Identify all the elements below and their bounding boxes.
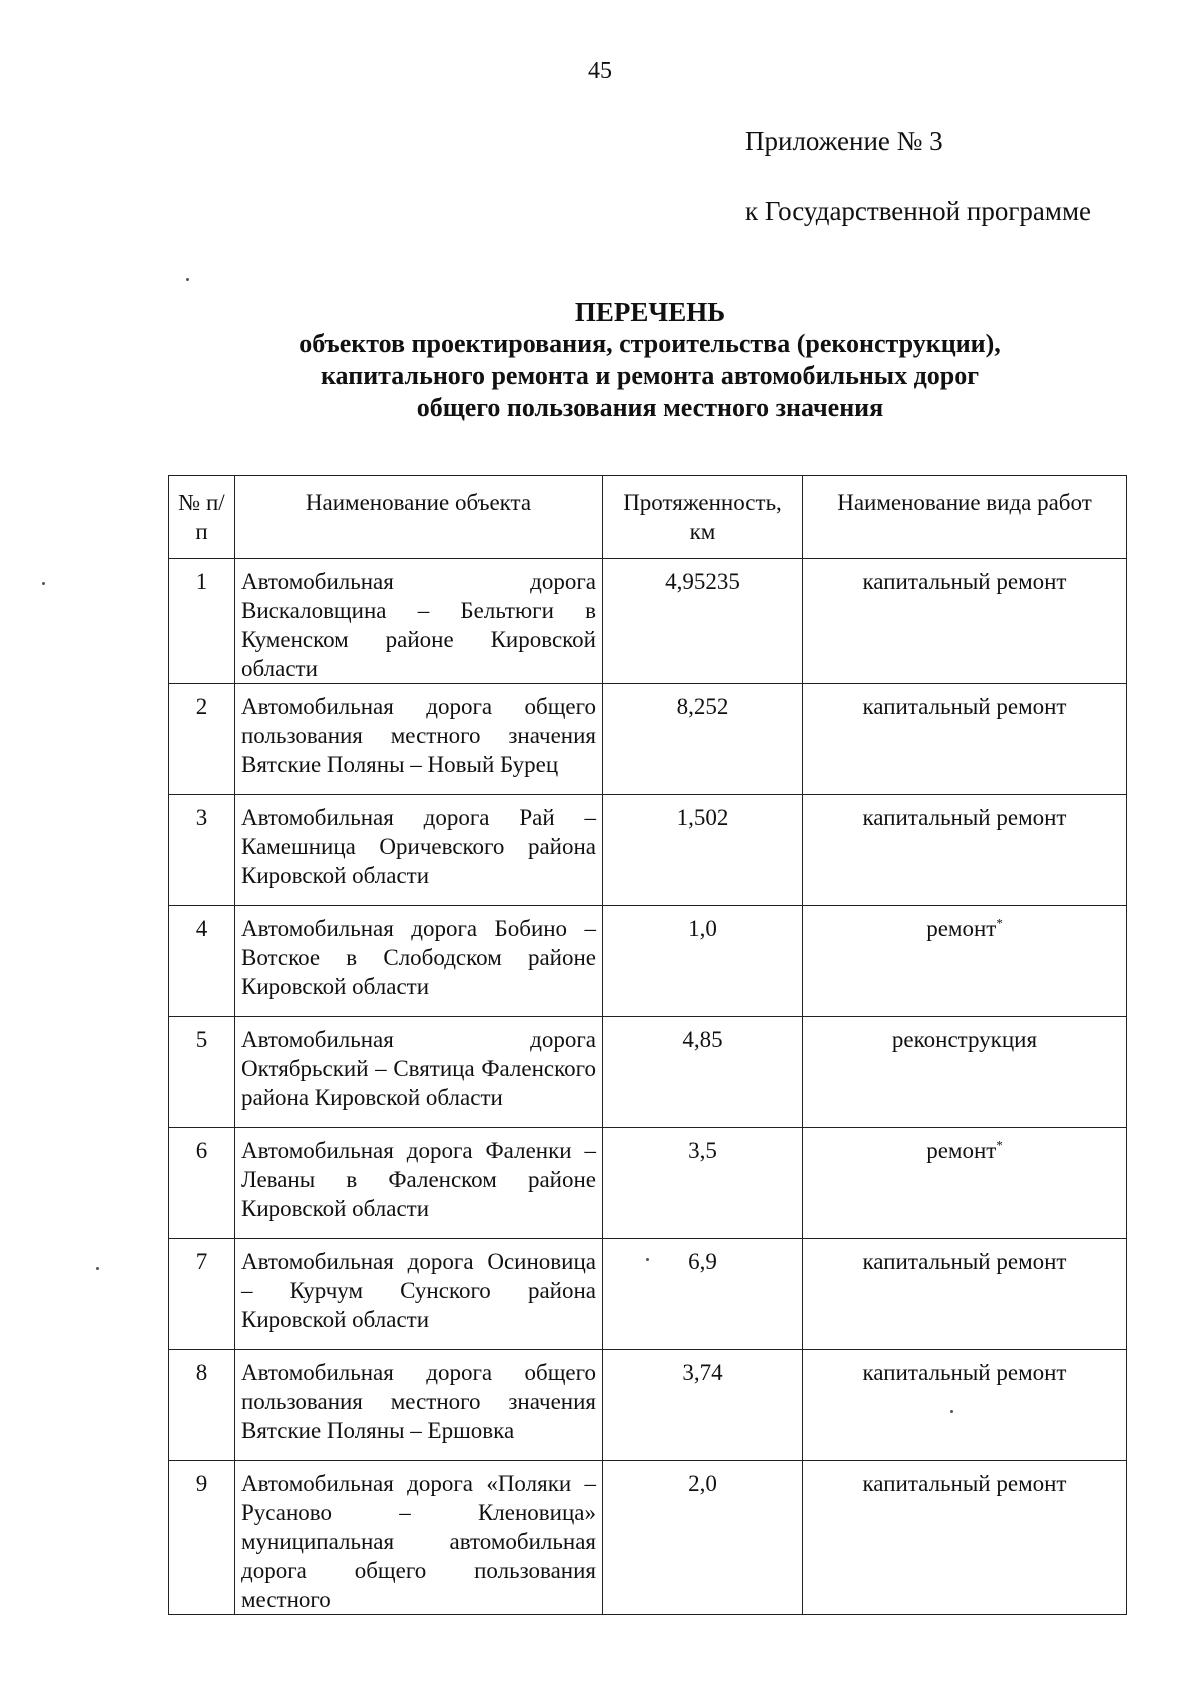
- work-type-text: реконструкция: [891, 1027, 1038, 1052]
- work-type-text: ремонт: [926, 916, 997, 941]
- row-number: 2: [169, 684, 235, 795]
- row-object-name: Автомобильная дорога Вискаловщина – Бельтюги в Куменском районе Кировской области: [235, 559, 603, 684]
- row-length: 4,85: [603, 1017, 803, 1128]
- table-row: [169, 1017, 1127, 1128]
- row-length: 3,74: [603, 1350, 803, 1461]
- heading-line-3: общего пользования местного значения: [416, 393, 884, 422]
- row-work-type: [803, 1350, 1127, 1461]
- row-number: 5: [169, 1017, 235, 1128]
- table-row: [169, 1350, 1127, 1461]
- row-object-name: Автомобильная дорога общего пользования местного значения Вятские Поляны – Новый Бурец: [235, 684, 603, 795]
- row-work-type: [803, 1461, 1127, 1615]
- scan-speck: [42, 582, 45, 585]
- row-length: 6,9: [603, 1239, 803, 1350]
- row-length: 1,0: [603, 906, 803, 1017]
- header-object-name: Наименование объекта: [235, 476, 603, 559]
- work-type-text: капитальный ремонт: [862, 1360, 1067, 1385]
- row-number: 6: [169, 1128, 235, 1239]
- page-number: 45: [588, 58, 612, 84]
- row-object-name: Автомобильная дорога «Поляки – Русаново – Кленовица» муниципальная автомобильная дорога общего пользования местного: [235, 1461, 603, 1615]
- row-object-name: Автомобильная дорога Рай – Камешница Оричевского района Кировской области: [235, 795, 603, 906]
- row-object-name: Автомобильная дорога Октябрьский – Святица Фаленского района Кировской области: [235, 1017, 603, 1128]
- row-number: 1: [169, 559, 235, 684]
- scan-speck: [646, 1258, 649, 1261]
- row-number: 8: [169, 1350, 235, 1461]
- row-number: 9: [169, 1461, 235, 1615]
- table-row: [169, 1239, 1127, 1350]
- work-type-text: капитальный ремонт: [862, 1471, 1067, 1496]
- row-object-name: Автомобильная дорога Осиновица – Курчум Сунского района Кировской области: [235, 1239, 603, 1350]
- appendix-program-reference: к Государственной программе: [745, 196, 1092, 226]
- row-length: 3,5: [603, 1128, 803, 1239]
- table-row: [169, 684, 1127, 795]
- row-work-type: [803, 1017, 1127, 1128]
- footnote-mark: *: [996, 915, 1003, 931]
- row-work-type: [803, 795, 1127, 906]
- row-length: 8,252: [603, 684, 803, 795]
- row-number: 7: [169, 1239, 235, 1350]
- row-work-type: [803, 1128, 1127, 1239]
- row-object-name: Автомобильная дорога общего пользования местного значения Вятские Поляны – Ершовка: [235, 1350, 603, 1461]
- table-row: [169, 559, 1127, 684]
- scan-speck: [950, 1410, 953, 1413]
- header-number: № п/п: [169, 476, 235, 559]
- scan-speck: [96, 1267, 99, 1270]
- table-row: [169, 1461, 1127, 1615]
- document-heading: [150, 296, 1150, 424]
- header-length: Протяженность, км: [603, 476, 803, 559]
- row-length: 1,502: [603, 795, 803, 906]
- work-type-text: ремонт: [926, 1138, 997, 1163]
- row-object-name: Автомобильная дорога Фаленки – Леваны в Фаленском районе Кировской области: [235, 1128, 603, 1239]
- table-row: [169, 1128, 1127, 1239]
- appendix-number: Приложение № 3: [745, 126, 943, 156]
- heading-line-2: капитального ремонта и ремонта автомобильных дорог: [320, 361, 980, 390]
- work-type-text: капитальный ремонт: [862, 805, 1067, 830]
- row-work-type: [803, 906, 1127, 1017]
- scan-speck: [186, 278, 189, 281]
- row-number: 4: [169, 906, 235, 1017]
- work-type-text: капитальный ремонт: [862, 694, 1067, 719]
- work-type-text: капитальный ремонт: [862, 569, 1067, 594]
- footnote-mark: *: [996, 1137, 1003, 1153]
- row-work-type: [803, 684, 1127, 795]
- header-work-type: Наименование вида работ: [803, 476, 1127, 559]
- objects-table: [168, 475, 1127, 1615]
- heading-line-1: объектов проектирования, строительства (реконструкции),: [299, 329, 1001, 358]
- row-length: 2,0: [603, 1461, 803, 1615]
- row-object-name: Автомобильная дорога Бобино – Вотское в Слободском районе Кировской области: [235, 906, 603, 1017]
- row-number: 3: [169, 795, 235, 906]
- row-work-type: [803, 559, 1127, 684]
- row-length: 4,95235: [603, 559, 803, 684]
- table-row: [169, 906, 1127, 1017]
- heading-title: ПЕРЕЧЕНЬ: [574, 297, 726, 327]
- row-work-type: [803, 1239, 1127, 1350]
- work-type-text: капитальный ремонт: [862, 1249, 1067, 1274]
- table-header-row: [169, 476, 1127, 559]
- table-row: [169, 795, 1127, 906]
